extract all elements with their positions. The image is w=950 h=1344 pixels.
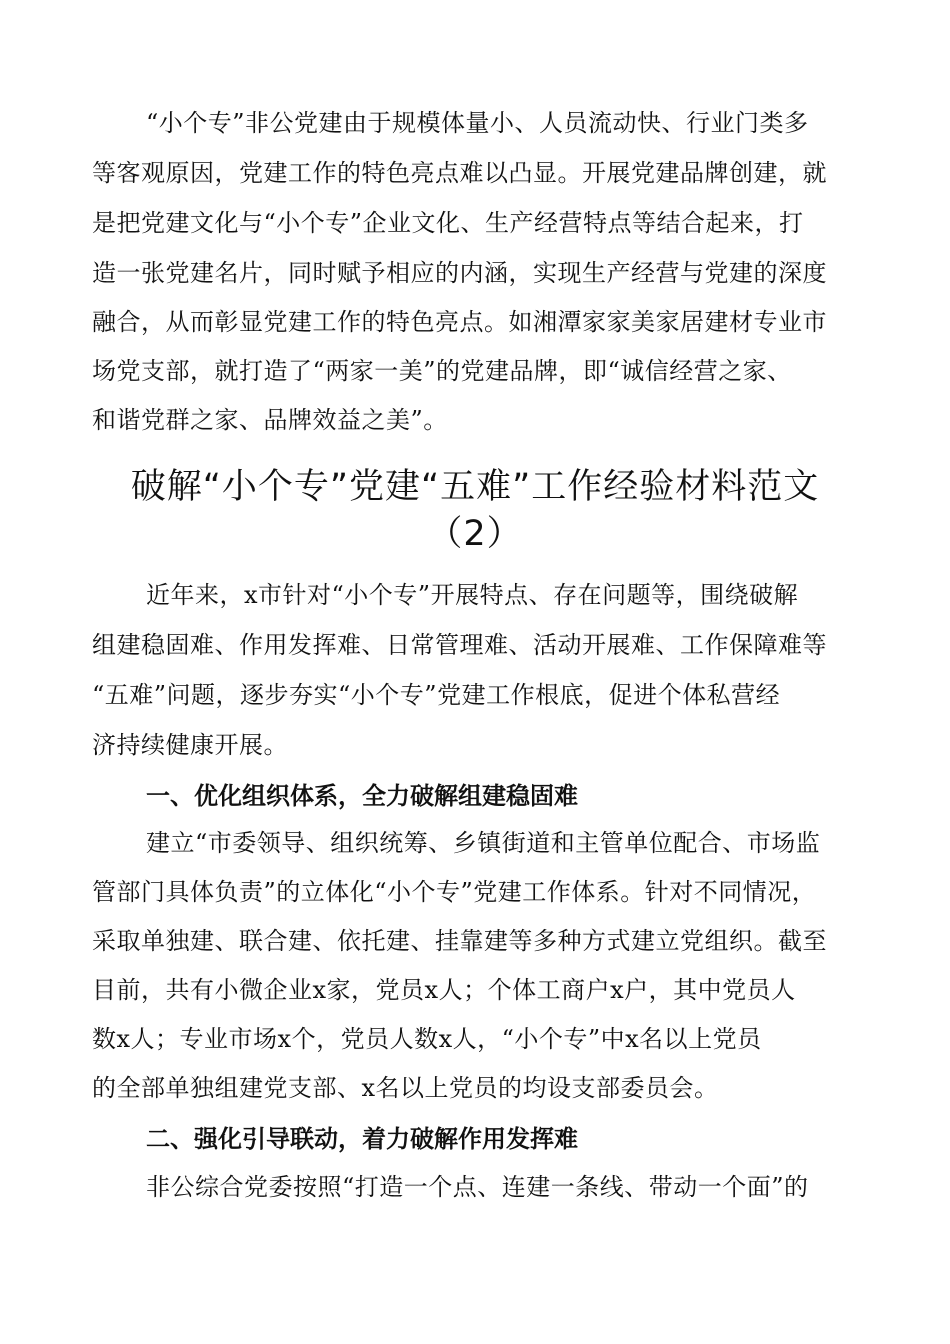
text-line: “小个专”非公党建由于规模体量小、人员流动快、行业门类多 [146,109,809,137]
text-line: 场党支部，就打造了“两家一美”的党建品牌，即“诚信经营之家、 [92,357,792,385]
text-line: 采取单独建、联合建、依托建、挂靠建等多种方式建立党组织。截至 [92,927,827,955]
text-line: 数x人；专业市场x个，党员人数x人，“小个专”中x名以上党员 [92,1025,762,1053]
title-line-1: 破解“小个专”党建“五难”工作经验材料范文 [130,467,820,507]
section-heading-1: 一、优化组织体系，全力破解组建稳固难 [146,782,578,810]
title-line-2: （2） [427,514,523,554]
section-heading-2: 二、强化引导联动，着力破解作用发挥难 [146,1125,578,1153]
text-line: 建立“市委领导、组织统筹、乡镇街道和主管单位配合、市场监 [146,829,821,857]
text-line: 等客观原因，党建工作的特色亮点难以凸显。开展党建品牌创建，就 [92,159,827,187]
text-line: 近年来，x市针对“小个专”开展特点、存在问题等，围绕破解 [146,581,799,609]
text-line: 管部门具体负责”的立体化“小个专”党建工作体系。针对不同情况， [92,878,817,906]
text-line: 济持续健康开展。 [92,731,288,759]
text-line: 造一张党建名片，同时赋予相应的内涵，实现生产经营与党建的深度 [92,259,827,287]
text-line: 非公综合党委按照“打造一个点、连建一条线、带动一个面”的 [146,1173,809,1201]
text-line: 融合，从而彰显党建工作的特色亮点。如湘潭家家美家居建材专业市 [92,308,827,336]
text-line: 组建稳固难、作用发挥难、日常管理难、活动开展难、工作保障难等 [92,631,827,659]
text-line: 和谐党群之家、品牌效益之美”。 [92,406,448,434]
text-line: 是把党建文化与“小个专”企业文化、生产经营特点等结合起来，打 [92,209,804,237]
text-line: 的全部单独组建党支部、x名以上党员的均设支部委员会。 [92,1074,719,1102]
text-line: “五难”问题，逐步夯实“小个专”党建工作根底，促进个体私营经 [92,681,781,709]
text-line: 目前，共有小微企业x家，党员x人；个体工商户x户，其中党员人 [92,976,796,1004]
